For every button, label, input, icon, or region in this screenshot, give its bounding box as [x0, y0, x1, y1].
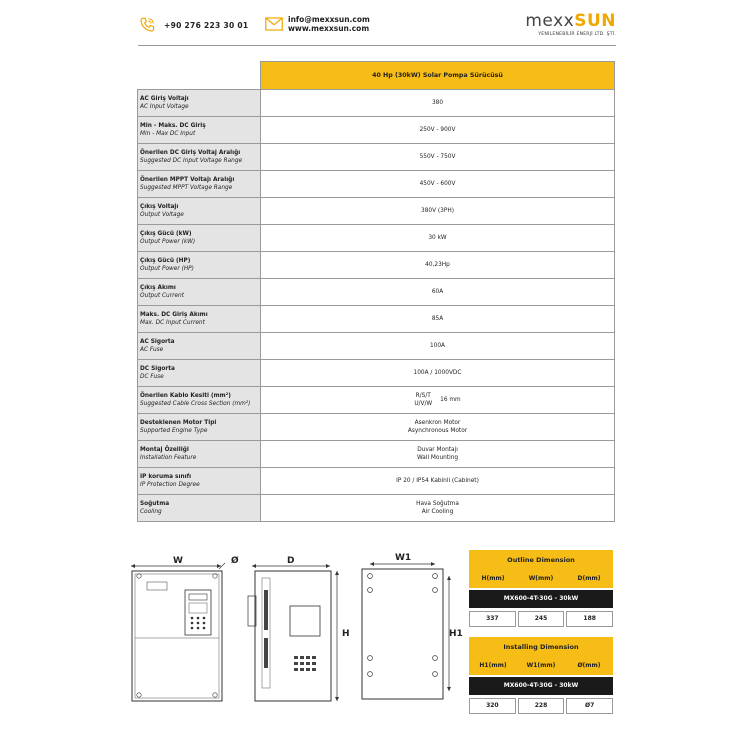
spec-label-tr: Min - Maks. DC Giriş [140, 123, 206, 129]
spec-label-tr: Desteklenen Motor Tipi [140, 420, 217, 426]
column-header: H1(mm) [479, 662, 507, 669]
logo-sun: SUN [574, 11, 616, 31]
spec-label-en: IP Protection Degree [140, 482, 200, 488]
spec-row [138, 279, 615, 306]
spec-value: 40,23Hp [261, 252, 615, 279]
spec-label-tr: Soğutma [140, 501, 170, 507]
front-view-drawing [125, 560, 230, 705]
spec-row [138, 414, 615, 441]
company-logo [521, 12, 616, 42]
spec-value-line2: Air Cooling [421, 509, 454, 515]
spec-value: 250V - 900V [261, 117, 615, 144]
page-header [138, 12, 616, 42]
column-header: W1(mm) [526, 662, 556, 669]
spec-value-line1: Duvar Montajı [417, 447, 458, 453]
outline-dimension-title: Outline Dimension [469, 550, 613, 570]
dim-label-phi: Ø [231, 556, 239, 566]
spec-label-tr: Montaj Özelliği [140, 447, 189, 453]
installing-model-label: MX600-4T-30G - 30kW [469, 677, 613, 695]
spec-row [138, 333, 615, 360]
product-title: 40 Hp (30kW) Solar Pompa Sürücüsü [261, 62, 615, 90]
spec-label-tr: DC Sigorta [140, 366, 175, 372]
installing-dimension-title: Installing Dimension [469, 637, 613, 657]
spec-value [261, 414, 615, 441]
spec-row [138, 171, 615, 198]
spec-row [138, 441, 615, 468]
spec-value-line1: Hava Soğutma [416, 501, 459, 507]
phone-icon [138, 16, 156, 34]
cable-uvw: U/V/W [414, 401, 433, 407]
spec-label-en: AC Input Voltage [140, 104, 189, 110]
back-view-drawing [355, 558, 455, 705]
installing-dimension-table [469, 637, 613, 714]
spec-label-en: Min - Max DC Input [140, 131, 196, 137]
dim-label-w1: W1 [395, 553, 412, 563]
spec-label-en: Suggested DC Input Voltage Range [140, 158, 243, 164]
spec-row [138, 225, 615, 252]
spec-label-en: Cooling [140, 509, 162, 515]
spec-label-tr: Çıkış Voltajı [140, 204, 179, 210]
spec-label-tr: Önerilen Kablo Kesiti (mm²) [140, 393, 231, 399]
spec-label-tr: Maks. DC Giriş Akımı [140, 312, 208, 318]
spec-label-en: Output Voltage [140, 212, 184, 218]
spec-table [137, 61, 615, 522]
spec-row [138, 252, 615, 279]
spec-label-en: Output Power (HP) [140, 266, 194, 272]
spec-value [261, 495, 615, 522]
spec-label-en: Suggested MPPT Voltage Range [140, 185, 233, 191]
column-header: Ø(mm) [577, 662, 601, 669]
dimension-value: 320 [469, 698, 516, 714]
spec-label-tr: Önerilen DC Giriş Voltaj Aralığı [140, 150, 241, 156]
spec-label-en: AC Fuse [140, 347, 164, 353]
spec-label-tr: AC Giriş Voltajı [140, 96, 189, 102]
spec-value: 100A / 1000VDC [261, 360, 615, 387]
spec-value-line2: Wall Mounting [416, 455, 459, 461]
spec-label-en: Output Current [140, 293, 184, 299]
spec-header-blank [138, 62, 261, 90]
spec-label-tr: Önerilen MPPT Voltajı Aralığı [140, 177, 235, 183]
spec-value-line1: Asenkron Motor [414, 420, 461, 426]
spec-value: 60A [261, 279, 615, 306]
column-header: H(mm) [481, 575, 505, 582]
spec-value: 30 kW [261, 225, 615, 252]
dimension-value: 228 [518, 698, 565, 714]
spec-value-line2: Asynchronous Motor [407, 428, 468, 434]
dim-label-w: W [173, 556, 183, 566]
spec-value [261, 441, 615, 468]
installing-dimension-columns [469, 657, 613, 675]
dim-label-h1: H1 [449, 629, 463, 639]
email-link[interactable]: info@mexxsun.com [288, 15, 370, 24]
spec-row [138, 306, 615, 333]
spec-label-tr: IP koruma sınıfı [140, 474, 192, 480]
header-divider [138, 45, 616, 46]
spec-value: 450V - 600V [261, 171, 615, 198]
spec-label-tr: Çıkış Gücü (HP) [140, 258, 191, 264]
cable-size: 16 mm [440, 397, 461, 403]
spec-row [138, 360, 615, 387]
spec-row [138, 387, 615, 414]
outline-dimension-columns [469, 570, 613, 588]
spec-value: 85A [261, 306, 615, 333]
mail-icon [265, 17, 283, 31]
spec-row [138, 117, 615, 144]
spec-label-en: Max. DC Input Current [140, 320, 205, 326]
dimension-value: 188 [566, 611, 613, 627]
spec-label-en: Suggested Cable Cross Section (mm²) [140, 401, 251, 407]
spec-header-row [138, 62, 615, 90]
spec-value: 100A [261, 333, 615, 360]
outline-dimension-table [469, 550, 613, 627]
side-view-drawing [240, 560, 345, 705]
phone-number[interactable]: +90 276 223 30 01 [164, 21, 249, 30]
installing-dimension-values [469, 698, 613, 714]
spec-row [138, 468, 615, 495]
spec-label-en: Installation Feature [140, 455, 197, 461]
dimension-value: 337 [469, 611, 516, 627]
spec-value-cable [261, 387, 615, 414]
column-header: W(mm) [528, 575, 554, 582]
spec-row [138, 198, 615, 225]
outline-dimension-values [469, 611, 613, 627]
spec-label-tr: Çıkış Gücü (kW) [140, 231, 192, 237]
dimension-value: Ø7 [566, 698, 613, 714]
spec-label-en: DC Fuse [140, 374, 164, 380]
contact-lines [288, 15, 370, 33]
dim-label-h: H [342, 629, 350, 639]
spec-value: IP 20 / IP54 Kabinli (Cabinet) [261, 468, 615, 495]
column-header: D(mm) [577, 575, 601, 582]
spec-label-tr: AC Sigorta [140, 339, 175, 345]
outline-model-label: MX600-4T-30G - 30kW [469, 590, 613, 608]
spec-value: 380V (3PH) [261, 198, 615, 225]
dimension-value: 245 [518, 611, 565, 627]
spec-value: 380 [261, 90, 615, 117]
cable-rst: R/S/T [415, 393, 431, 399]
spec-label-en: Output Power (kW) [140, 239, 196, 245]
website-link[interactable]: www.mexxsun.com [288, 24, 370, 33]
logo-mexx: mexx [525, 11, 575, 31]
logo-subtitle: YENİLENEBİLİR ENERJİ LTD. ŞTİ. [538, 32, 616, 37]
spec-value: 550V - 750V [261, 144, 615, 171]
spec-label-en: Supported Engine Type [140, 428, 208, 434]
spec-label-tr: Çıkış Akımı [140, 285, 176, 291]
dim-label-d: D [287, 556, 295, 566]
spec-row [138, 90, 615, 117]
spec-row [138, 144, 615, 171]
spec-row [138, 495, 615, 522]
